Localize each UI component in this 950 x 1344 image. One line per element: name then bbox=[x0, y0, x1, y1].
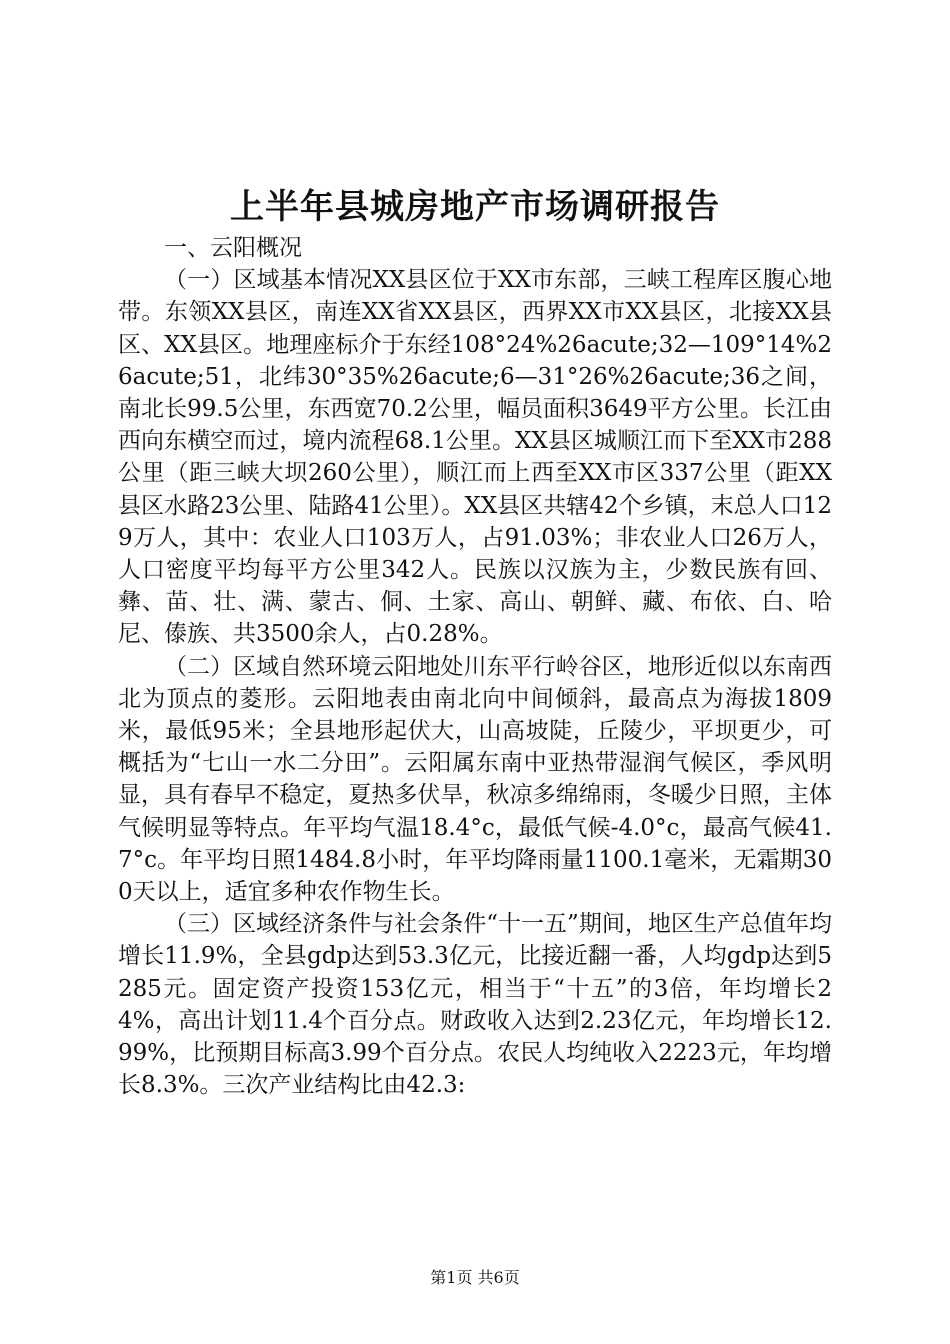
paragraph-natural-environment: （二）区域自然环境云阳地处川东平行岭谷区，地形近似以东南西北为顶点的菱形。云阳地表由南北向中间倾斜，最高点为海拔1809米，最低95米；全县地形起伏大，山高坡陡，丘陵少，平坝更少，可概括为“七山一水二分田”。云阳属东南中亚热带湿润气候区，季风明显，具有春早不稳定，夏热多伏旱，秋凉多绵绵雨，冬暖少日照，主体气候明显等特点。年平均气温18.4°c，最低气候-4.0°c，最高气候41.7°c。年平均日照1484.8小时，年平均降雨量1100.1毫米，无霜期300天以上，适宜多种农作物生长。 bbox=[118, 653, 832, 906]
page-footer: 第1页 共6页 bbox=[430, 1268, 520, 1287]
paragraph-economic-conditions: （三）区域经济条件与社会条件“十一五”期间，地区生产总值年均增长11.9%，全县gdp达到53.3亿元，比接近翻一番，人均gdp达到5285元。固定资产投资153亿元，相当于“十五”的3倍，年均增长24%，高出计划11.4个百分点。财政收入达到2.23亿元，年均增长12.99%，比预期目标高3.99个百分点。农民人均纯收入2223元，年均增长8.3%。三次产业结构比由42.3: bbox=[118, 911, 832, 1099]
paragraph-regional-overview: （一）区域基本情况XX县区位于XX市东部，三峡工程库区腹心地带。东领XX县区，南连XX省XX县区，西界XX市XX县区，北接XX县区、XX县区。地理座标介于东经108°24%26acute;32—109°14%26acute;51，北纬30°35%26acute;6—31°26%26acute;36之间，南北长99.5公里，东西宽70.2公里，幅员面积3649平方公里。长江由西向东横空而过，境内流程68.1公里。XX县区城顺江而下至XX市288公里（距三峡大坝260公里），顺江而上西至XX市区337公里（距XX县区水路23公里、陆路41公里）。XX县区共辖42个乡镇，末总人口129万人，其中：农业人口103万人，占91.03%；非农业人口26万人，人口密度平均每平方公里342人。民族以汉族为主，少数民族有回、彝、苗、壮、满、蒙古、侗、土家、高山、朝鲜、藏、布依、白、哈尼、傣族、共3500余人，占0.28%。 bbox=[118, 267, 832, 648]
document-body bbox=[118, 232, 832, 1101]
section-heading: 一、云阳概况 bbox=[164, 235, 302, 261]
document-title: 上半年县城房地产市场调研报告 bbox=[230, 187, 720, 227]
